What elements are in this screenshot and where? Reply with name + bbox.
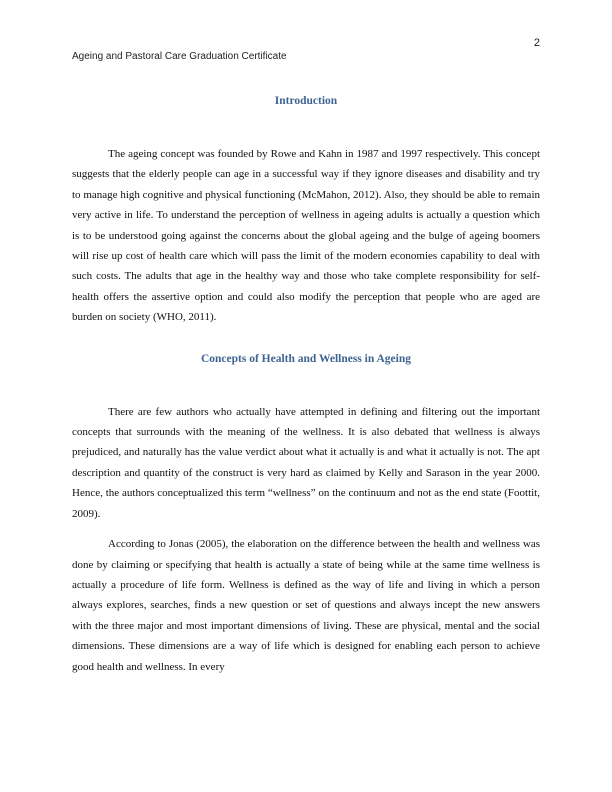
section-heading-introduction: Introduction	[274, 95, 338, 107]
paragraph-introduction: The ageing concept was founded by Rowe and Kahn in 1987 and 1997 respectively. This concept suggests that the elderly people can age in a successful way if they ignore diseases and disability and try to manage high cognitive and physical functioning (McMahon, 2012). Also, they should be able to remain very active in life. To understand the perception of wellness in ageing adults is actually a question which is to be understood going against the concerns about the global ageing and the bulge of ageing boomers will rise up cost of health care which will pass the limit of the modern economies capability to deal with such costs. The adults that age in the healthy way and those who take complete responsibility for self-health offers the assertive option and could also modify the perception that people who are aged are burden on society (WHO, 2011).	[72, 148, 540, 324]
section-heading-concepts: Concepts of Health and Wellness in Ageing	[200, 352, 411, 365]
paragraph-concepts-1: There are few authors who actually have attempted in defining and filtering out the important concepts that surrounds with the meaning of the wellness. It is also debated that wellness is always prejudiced, and naturally has the value verdict about what it actually is and what it actually is not. The apt description and quantity of the construct is very hard as claimed by Kelly and Sarason in the year 2000. Hence, the authors conceptualized this term “wellness” on the continuum and not as the end state (Foottit, 2009).	[72, 405, 540, 520]
page-number: 2	[533, 37, 540, 49]
running-header-title: Ageing and Pastoral Care Graduation Certificate	[72, 51, 287, 62]
paragraph-concepts-2: According to Jonas (2005), the elaboration on the difference between the health and wellness was done by claiming or specifying that health is actually a state of being while at the same time wellness is actually a procedure of life form. Wellness is defined as the way of life and living in which a person always explores, searches, finds a new question or set of questions and always incept the new answers with the three major and most important dimensions of living. These are physical, mental and the social dimensions. These dimensions are a way of life which is designed for enabling each person to achieve good health and wellness. In every	[72, 538, 540, 673]
document-body	[72, 95, 540, 677]
